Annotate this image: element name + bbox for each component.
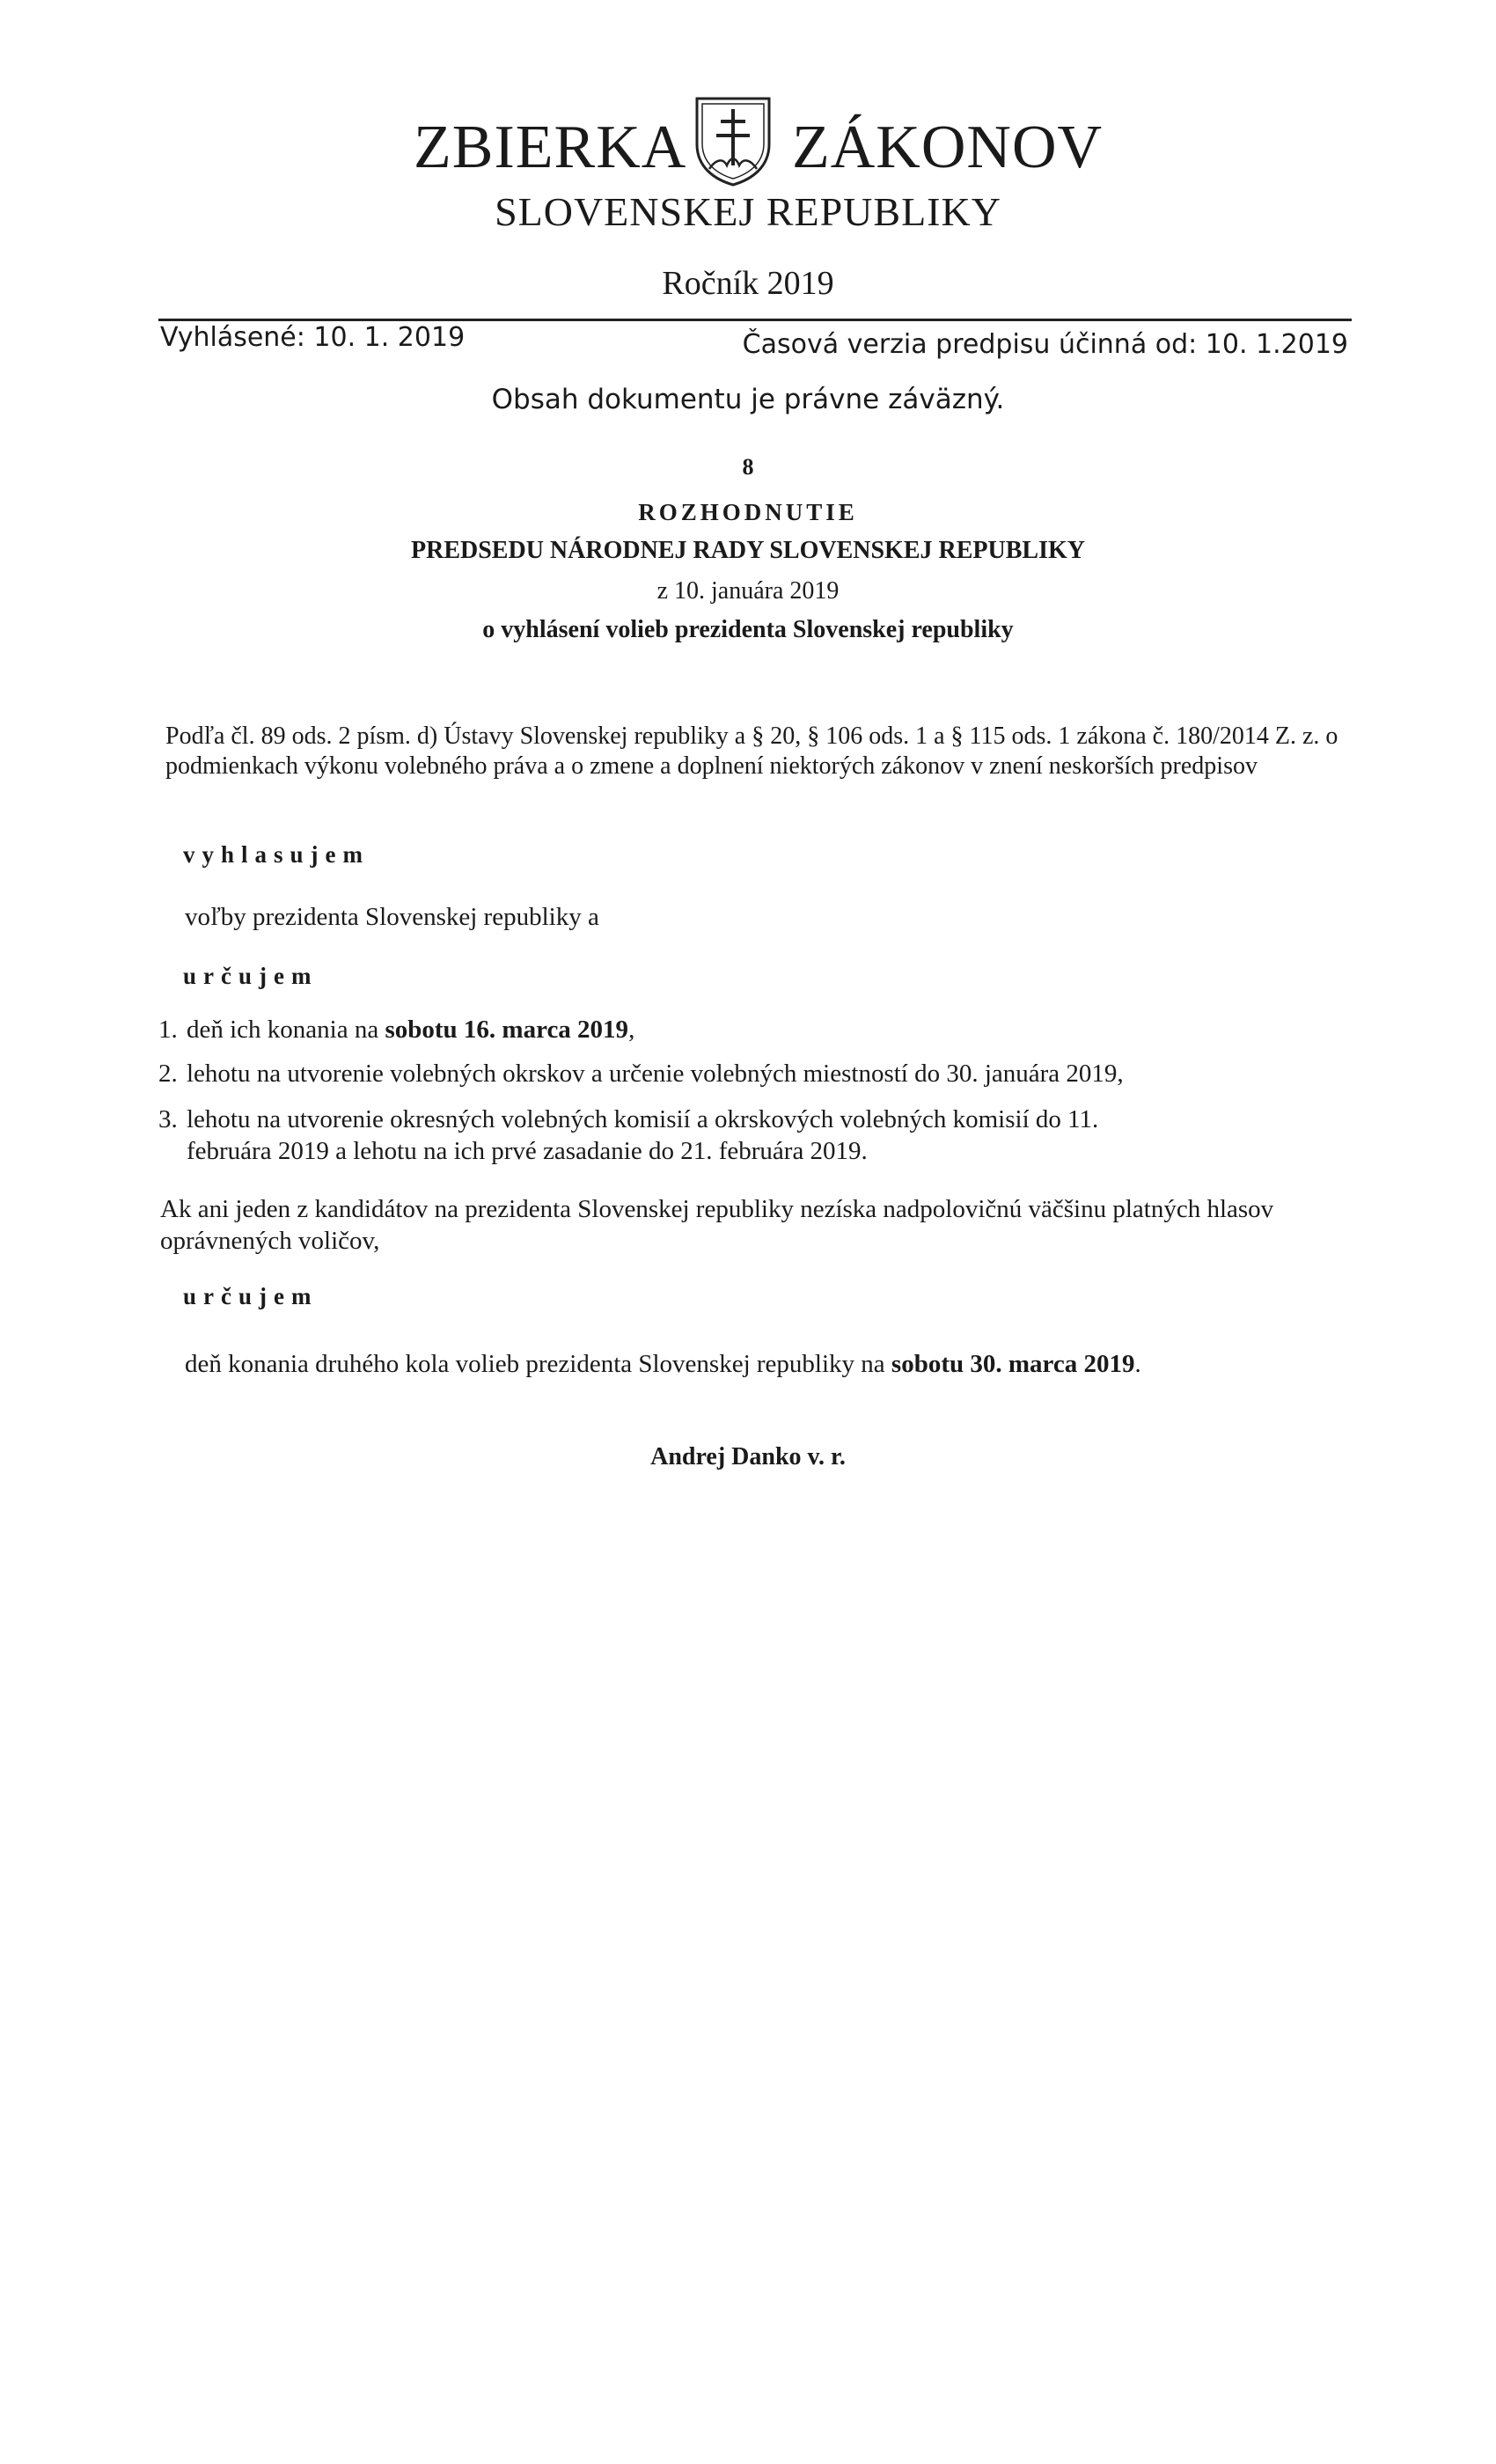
second-round-punct: . bbox=[1134, 1350, 1141, 1378]
announce-text: voľby prezidenta Slovenskej republiky a bbox=[185, 903, 599, 931]
coat-of-arms-icon bbox=[692, 95, 774, 187]
collection-subtitle: SLOVENSKEJ REPUBLIKY bbox=[495, 189, 1001, 234]
document-date: z 10. januára 2019 bbox=[656, 577, 840, 605]
signature: Andrej Danko v. r. bbox=[650, 1443, 846, 1470]
second-round-date: sobotu 30. marca 2019 bbox=[891, 1350, 1135, 1378]
collection-title-right: ZÁKONOV bbox=[792, 114, 1104, 181]
list-item-punct: , bbox=[628, 1016, 635, 1044]
election-date: sobotu 16. marca 2019 bbox=[385, 1016, 629, 1044]
announce-keyword: vyhlasujem bbox=[183, 841, 370, 868]
binding-note: Obsah dokumentu je právne záväzný. bbox=[491, 384, 1005, 415]
document-number: 8 bbox=[742, 454, 754, 480]
effective-version: Časová verzia predpisu účinná od: 10. 1.2019 bbox=[742, 329, 1348, 360]
document-type: ROZHODNUTIE bbox=[638, 499, 858, 525]
document-subject: o vyhlásení volieb prezidenta Slovenskej republiky bbox=[482, 616, 1014, 643]
list-item bbox=[158, 1058, 1124, 1089]
condition-paragraph: Ak ani jeden z kandidátov na prezidenta Slovenskej republiky nezíska nadpolovičnú väčšinu platných hlasov oprávnených voličov, bbox=[160, 1195, 1274, 1255]
list-item-text: lehotu na utvorenie volebných okrskov a určenie volebných miestností do 30. januára 2019, bbox=[187, 1060, 1124, 1088]
announced-date: Vyhlásené: 10. 1. 2019 bbox=[160, 322, 466, 353]
determine-keyword: určujem bbox=[183, 963, 319, 989]
list-item-text-continued: februára 2019 a lehotu na ich prvé zasadanie do 21. februára 2019. bbox=[187, 1137, 868, 1165]
second-round-text bbox=[185, 1350, 1141, 1379]
volume-year: Ročník 2019 bbox=[662, 265, 834, 302]
list-item-text: lehotu na utvorenie okresných volebných komisií a okrskových volebných komisií do 11. bbox=[187, 1105, 1099, 1133]
legal-basis-paragraph: Podľa čl. 89 ods. 2 písm. d) Ústavy Slovenskej republiky a § 20, § 106 ods. 1 a § 115 ods. 1 zákona č. 180/2014 Z. z. o podmienkach výkonu volebného práva a o zmene a doplnení niektorých zákonov v znení neskorších predpisov bbox=[165, 722, 1338, 780]
header-divider bbox=[158, 319, 1352, 321]
collection-title-left: ZBIERKA bbox=[414, 114, 687, 181]
list-item-number: 1. bbox=[158, 1016, 178, 1044]
list-item bbox=[158, 1014, 634, 1045]
list-item-text: deň ich konania na bbox=[187, 1016, 385, 1044]
second-round-plain: deň konania druhého kola volieb prezidenta Slovenskej republiky na bbox=[185, 1350, 891, 1378]
determine-keyword: určujem bbox=[183, 1283, 319, 1309]
document-issuer: PREDSEDU NÁRODNEJ RADY SLOVENSKEJ REPUBLIKY bbox=[411, 537, 1085, 564]
list-item-number: 3. bbox=[158, 1105, 178, 1133]
list-item bbox=[158, 1104, 1355, 1167]
list-item-number: 2. bbox=[158, 1060, 178, 1088]
